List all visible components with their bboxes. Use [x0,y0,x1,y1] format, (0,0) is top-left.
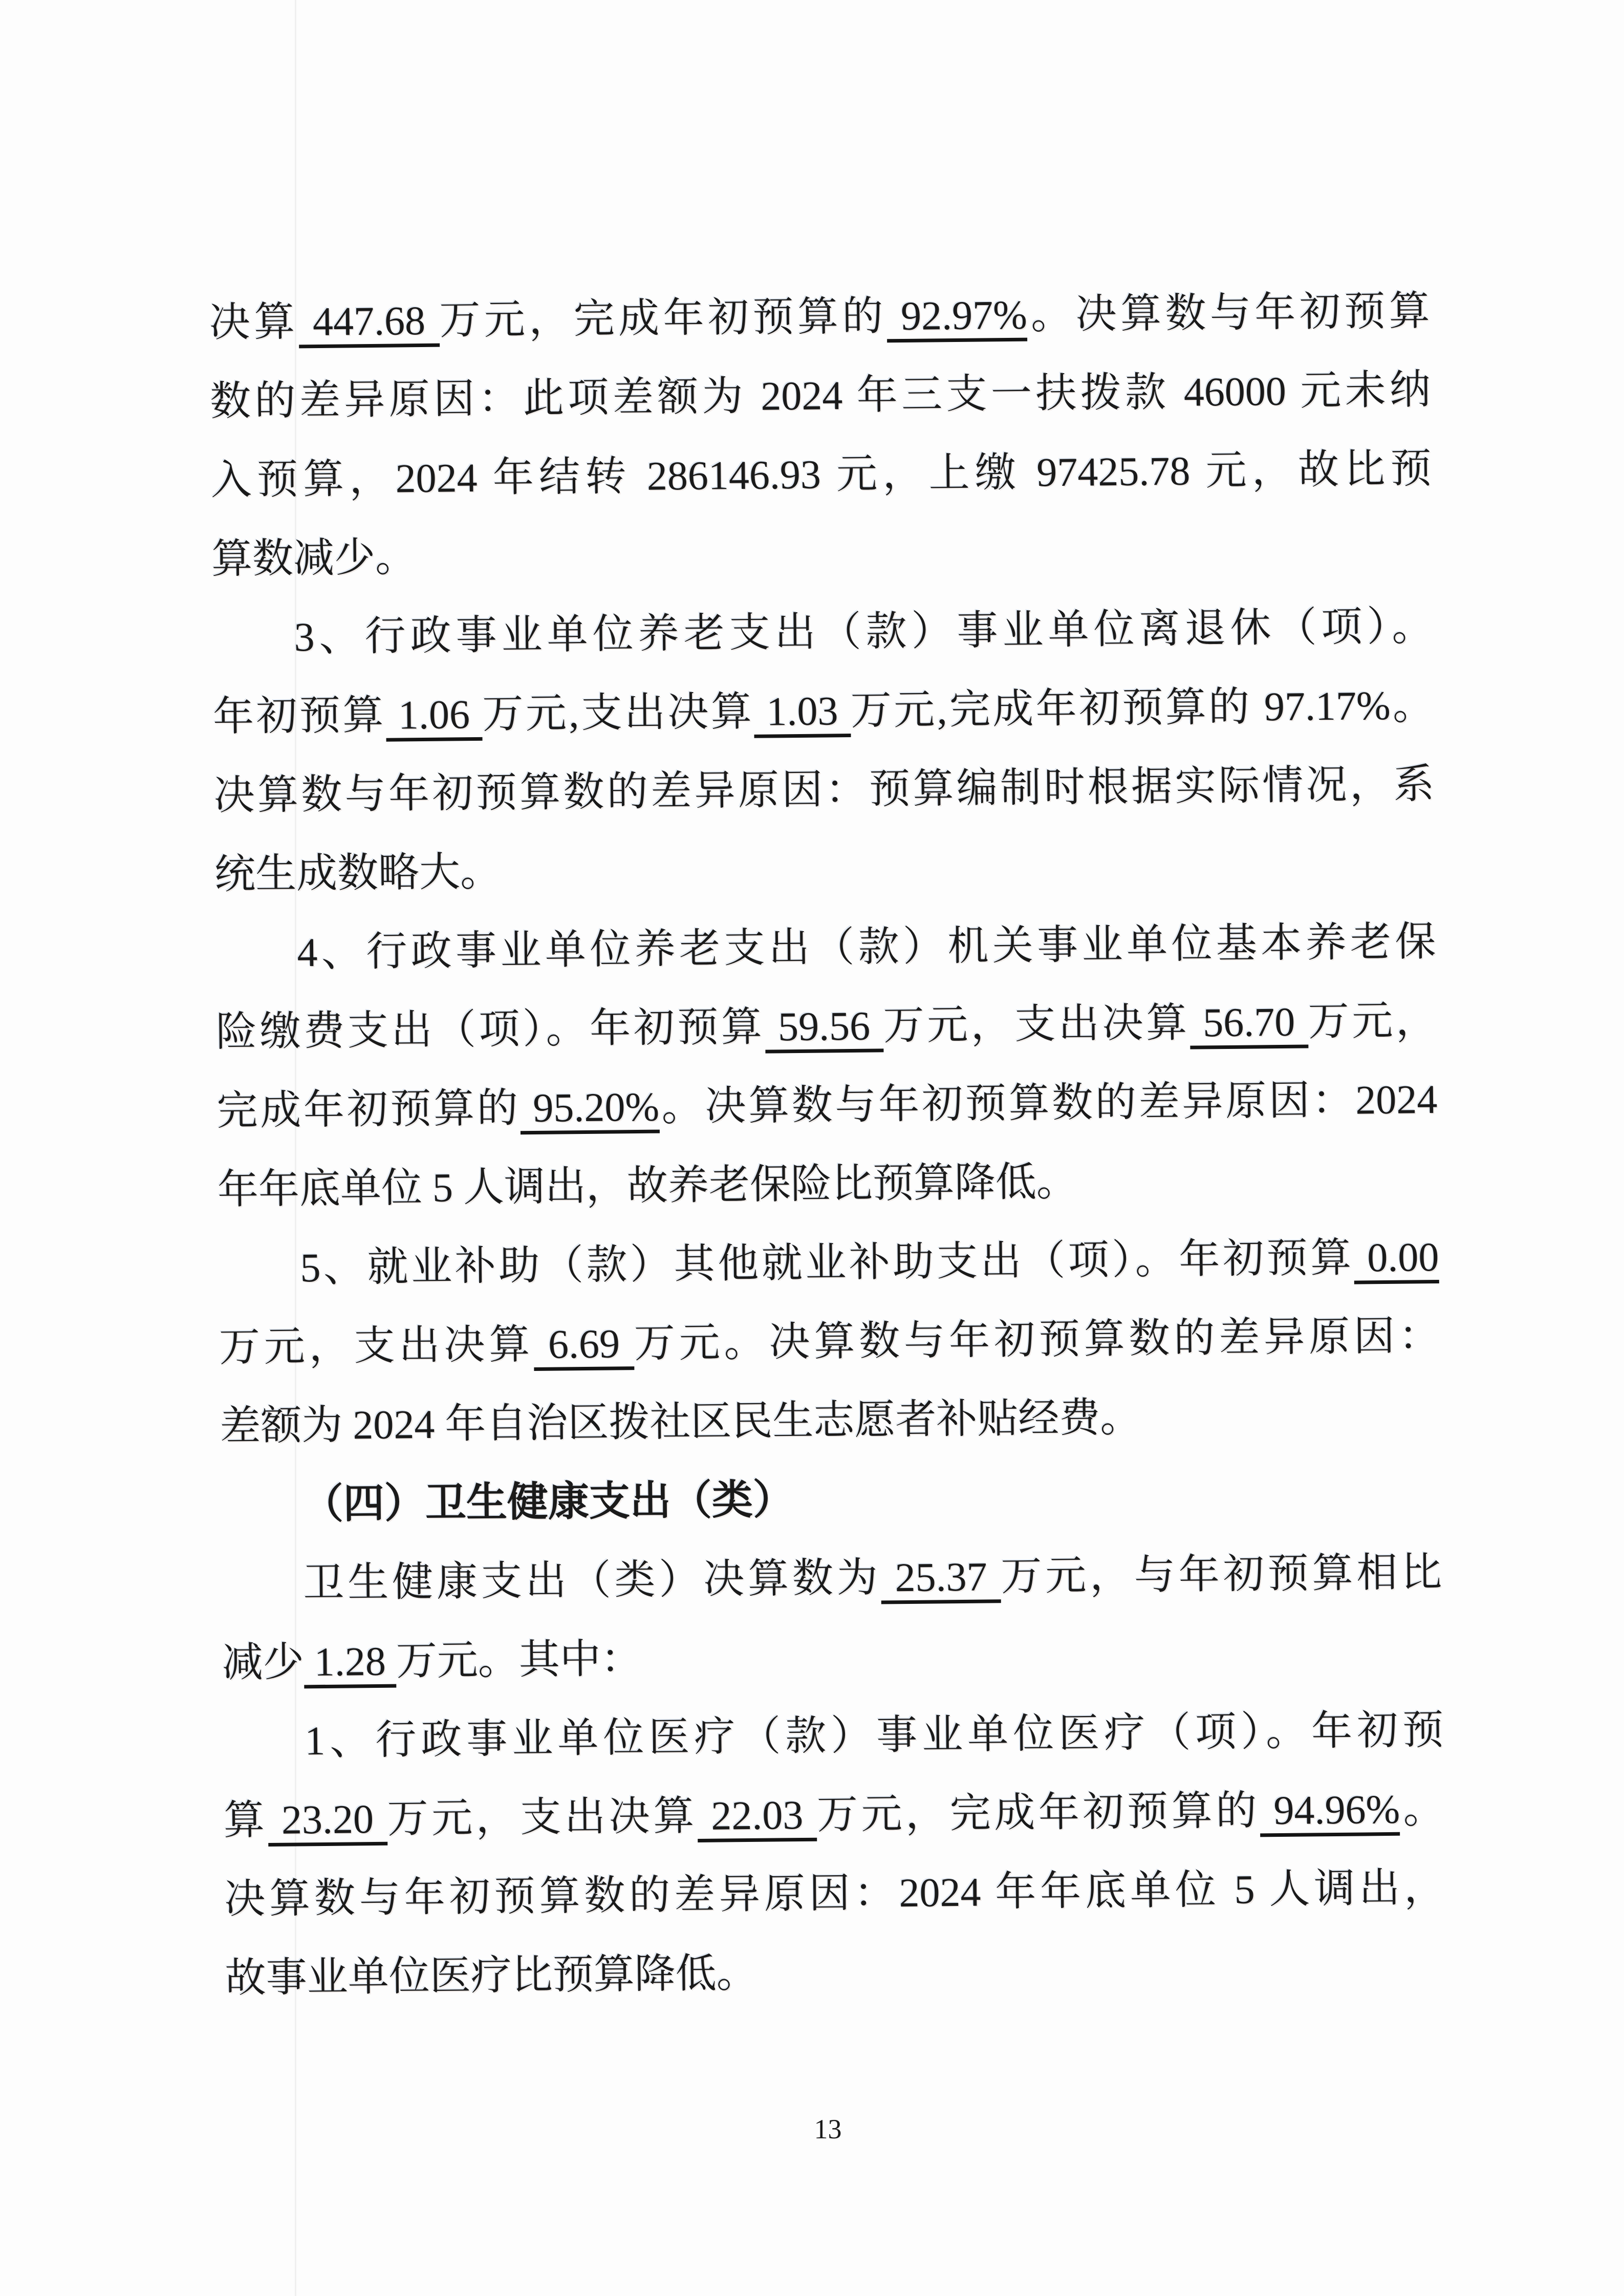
underlined-number: 23.20 [268,1797,387,1847]
underlined-number: 1.03 [754,689,851,738]
text-segment: 决算 [209,299,299,346]
text-segment: 入预算，2024 年结转 286146.93 元，上缴 97425.78 元，故比预 [210,446,1432,503]
text-segment: 4、行政事业单位养老支出（款）机关事业单位基本养老保 [297,919,1436,976]
text-segment: 卫生健康支出（类）决算数为 [302,1555,882,1606]
text-segment: 万元。其中： [396,1637,642,1684]
text-segment: 万元，完成年初预算的 [816,1788,1261,1838]
text-line [209,351,1431,441]
text-line [224,1849,1445,1939]
text-segment: 1、行政事业单位医疗（款）事业单位医疗（项）。年初预 [304,1707,1444,1764]
text-segment: 万元。决算数与年初预算数的差异原因： [634,1314,1440,1367]
page-number: 13 [814,2114,842,2144]
text-segment: 5、就业补助（款）其他就业补助支出（项）。年初预算 [300,1235,1355,1291]
underlined-number: 95.20% [520,1085,659,1135]
text-line [225,1927,1446,2018]
underlined-number: 56.70 [1189,999,1308,1049]
text-segment: 。 [1399,1786,1445,1832]
text-line [213,745,1435,835]
paragraph [223,1691,1446,2018]
text-segment: 险缴费支出（项）。年初预算 [215,1004,765,1055]
underlined-number: 25.37 [881,1554,1001,1604]
text-line [210,430,1432,520]
text-segment: 故事业单位医疗比预算降低。 [225,1950,758,2001]
text-segment: 。决算数与年初预算 [1027,289,1431,338]
paragraph [218,1218,1441,1466]
underlined-number: 1.06 [385,692,483,742]
text-line [223,1691,1444,1782]
text-segment: 完成年初预算的 [216,1086,521,1134]
underlined-number: 59.56 [765,1003,883,1053]
text-line [215,903,1436,993]
text-line [220,1376,1441,1466]
text-line [222,1612,1443,1703]
text-line [211,508,1432,599]
text-line [209,272,1430,362]
text-line [218,1218,1439,1308]
underlined-number: 6.69 [534,1321,635,1371]
text-segment: 万元，与年初预算相比 [1001,1550,1442,1600]
text-segment: 数的差异原因：此项差额为 2024 年三支一扶拨款 46000 元未纳 [209,368,1431,424]
text-segment: 万元,支出决算 [482,689,754,737]
paragraph [209,272,1433,599]
text-line [215,981,1437,1072]
text-segment: 万元，支出决算 [883,1000,1190,1049]
text-segment: 万元,完成年初预算的 97.17%。 [850,683,1434,734]
text-segment: 算 [223,1798,268,1843]
underlined-number: 22.03 [697,1793,817,1842]
text-segment: 。决算数与年初预算数的差异原因：2024 [659,1077,1438,1130]
underlined-number: 0.00 [1354,1235,1439,1284]
text-segment: （四）卫生健康支出（类） [302,1477,794,1528]
text-segment: 年年底单位 5 人调出，故养老保险比预算降低。 [217,1159,1078,1213]
text-segment: 万元， [1308,998,1437,1045]
text-segment: 万元，支出决算 [219,1322,534,1370]
text-line [216,1060,1438,1151]
section-heading [220,1454,1441,1545]
text-segment: 决算数与年初预算数的差异原因：预算编制时根据实际情况，系 [213,762,1435,819]
text-segment: 统生成数略大。 [214,849,502,897]
document-body [209,272,1446,2018]
text-segment: 3、行政事业单位养老支出（款）事业单位离退休（项）。 [294,604,1433,660]
paragraph [221,1533,1443,1703]
text-line [212,666,1434,757]
underlined-number: 1.28 [304,1639,396,1689]
text-line [217,1139,1438,1230]
paragraph [215,903,1439,1230]
underlined-number: 92.97% [886,293,1027,343]
underlined-number: 94.96% [1260,1787,1400,1837]
text-line [221,1533,1442,1624]
text-line [214,824,1435,914]
text-line [219,1297,1440,1387]
text-segment: 万元，支出决算 [387,1793,698,1842]
underlined-number: 447.68 [298,298,440,349]
text-segment: 算数减少。 [211,535,417,582]
text-segment: 年初预算 [212,693,386,740]
text-line [223,1770,1444,1860]
text-segment: 减少 [222,1640,305,1686]
text-line [212,587,1433,678]
text-segment: 差额为 2024 年自治区拨社区民生志愿者补贴经费。 [220,1395,1141,1449]
text-segment: 万元，完成年初预算的 [439,294,887,344]
text-line [220,1454,1441,1545]
paragraph [212,587,1436,914]
text-segment: 决算数与年初预算数的差异原因：2024 年年底单位 5 人调出， [224,1865,1445,1922]
